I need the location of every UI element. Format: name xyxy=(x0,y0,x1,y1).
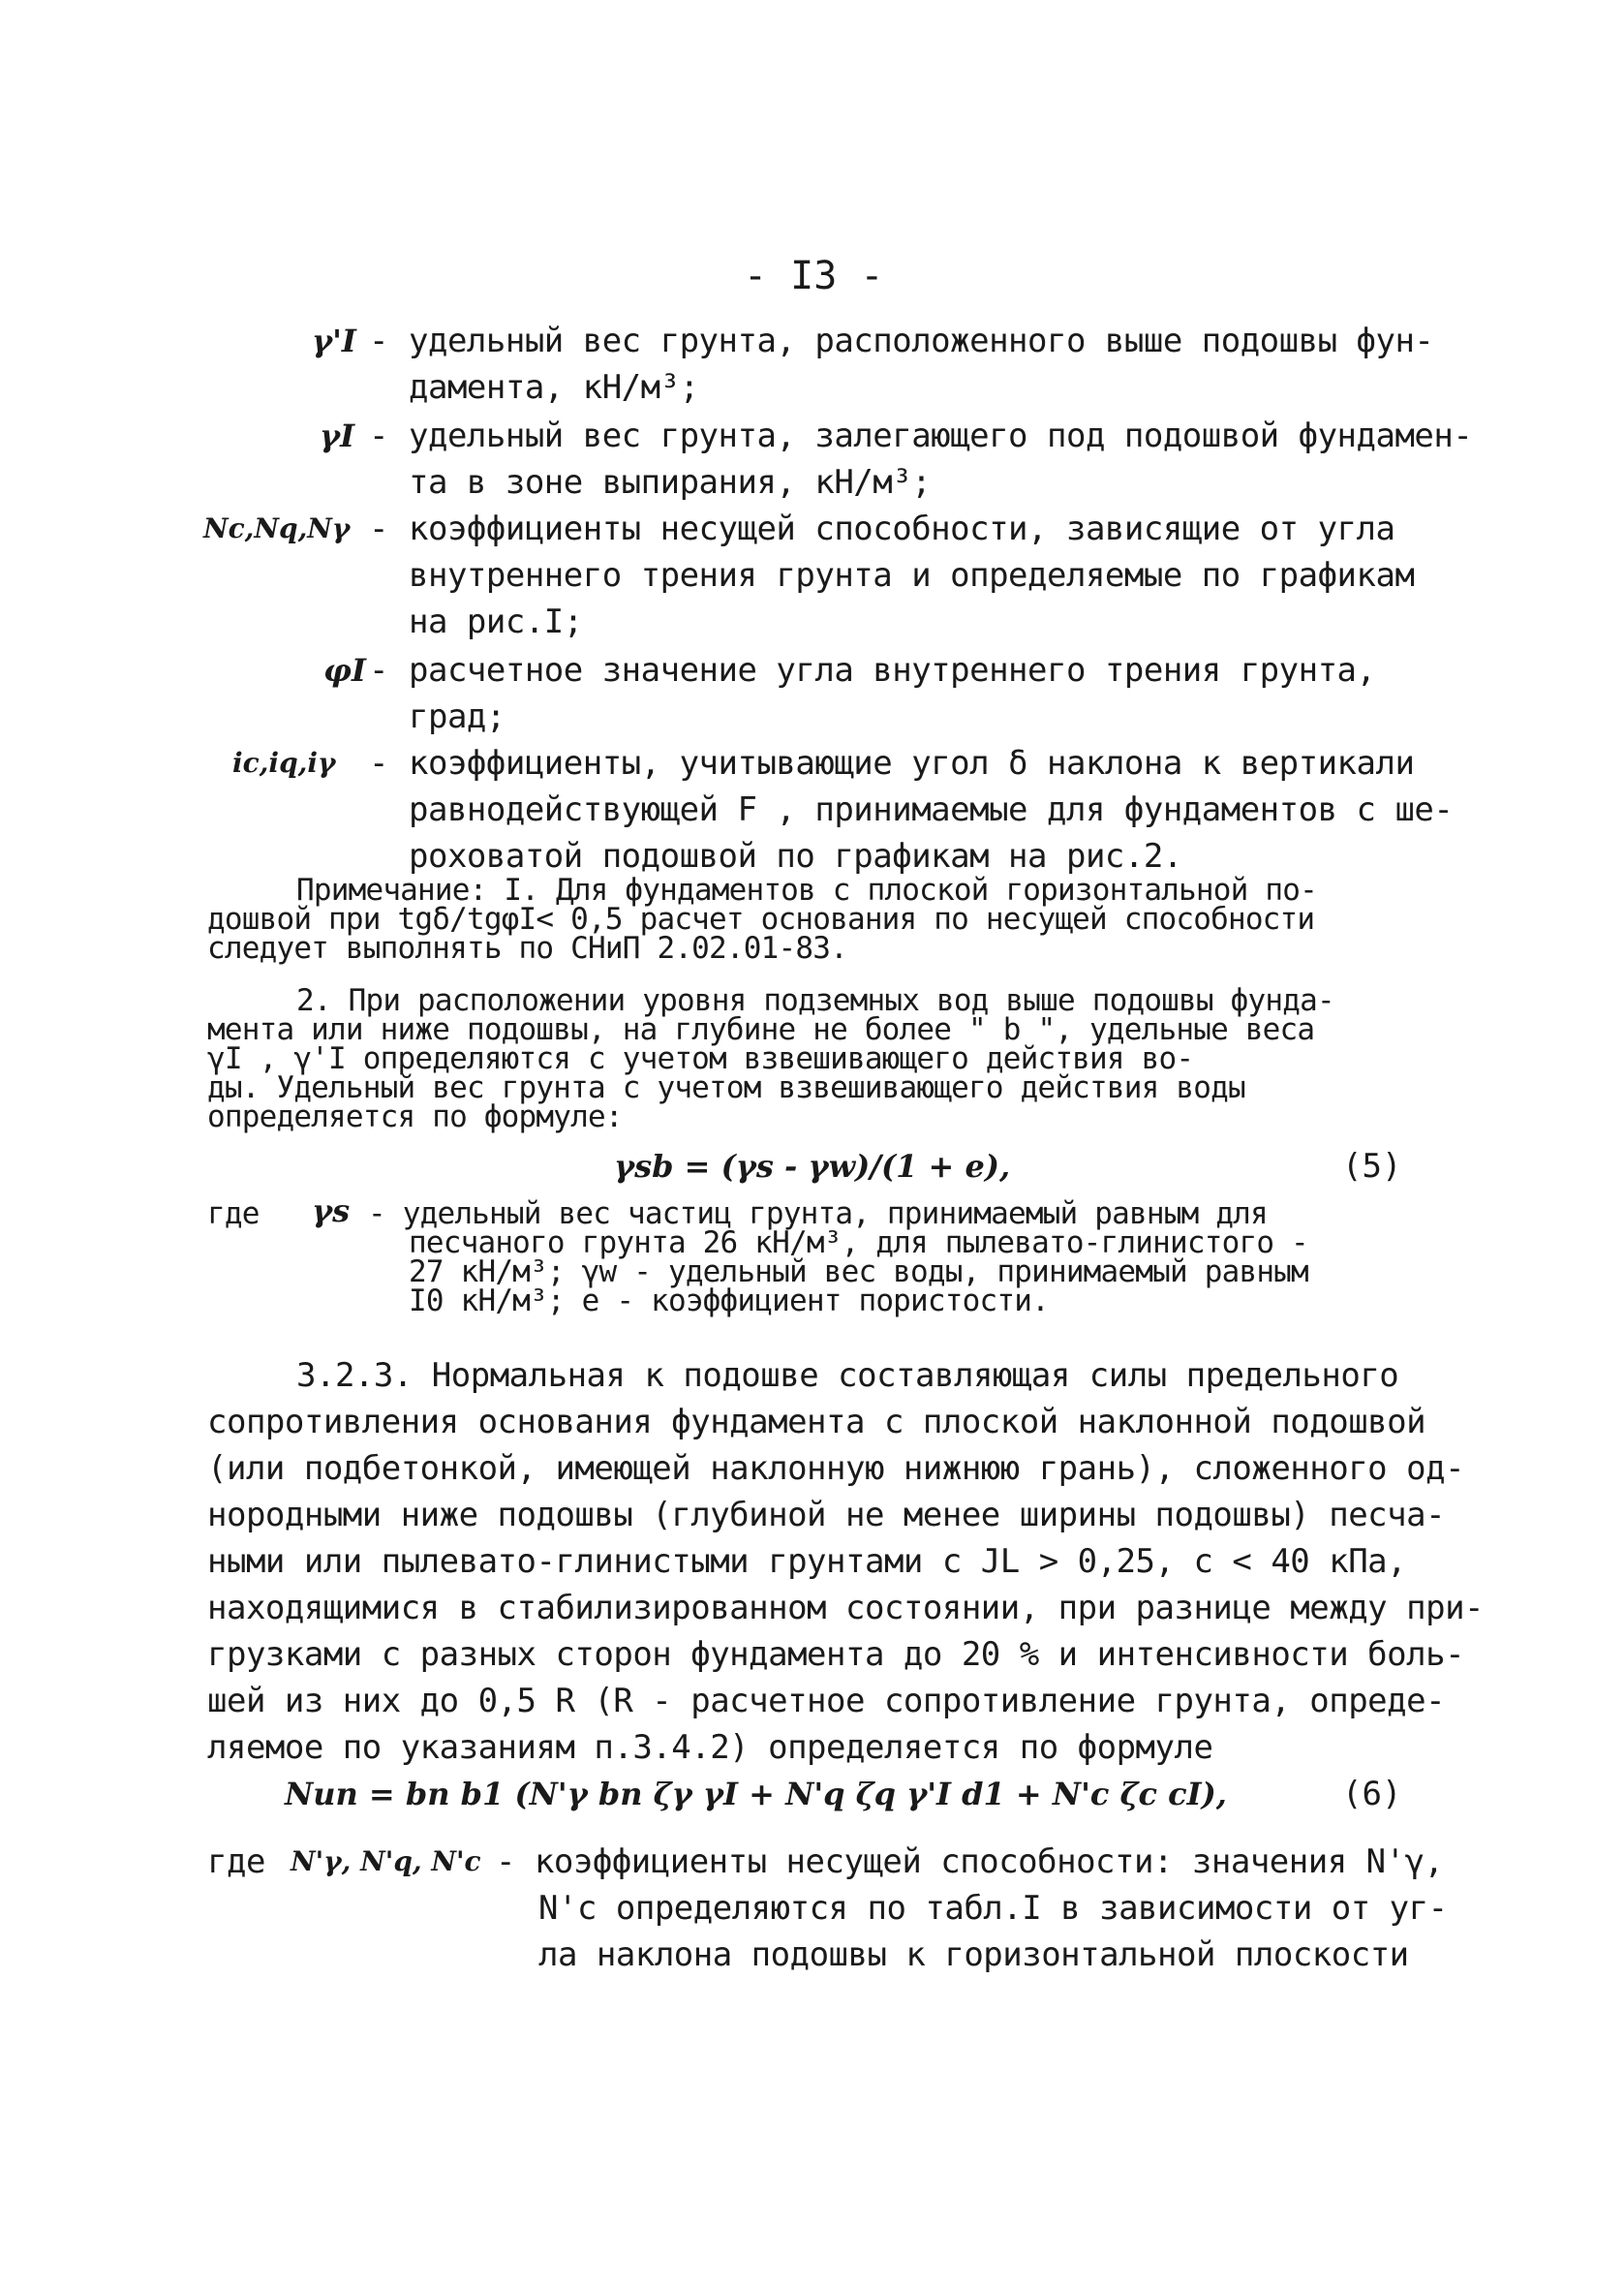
def-dash: - xyxy=(369,744,388,783)
formula-6-number: (6) xyxy=(1342,1775,1402,1813)
where-line: 27 кН/м³; γw - удельный вес воды, принимаемый равным xyxy=(409,1254,1308,1289)
section-line: сопротивления основания фундамента с плоской наклонной подошвой xyxy=(207,1403,1426,1441)
formula-6: Nun = bn b1 (N'γ bn ζγ γI + N'q ζq γ'I d1 + N'c ζc cI), xyxy=(285,1776,1227,1812)
section-line: нородными ниже подошвы (глубиной не менее ширины подошвы) песча- xyxy=(207,1496,1446,1534)
def-line: равнодействующей F , принимаемые для фундаментов с ше- xyxy=(409,790,1454,829)
where-line: N'c определяются по табл.I в зависимости от уг- xyxy=(538,1889,1448,1928)
note-line: дошвой при tgδ/tgφI< 0,5 расчет основания по несущей способности xyxy=(207,902,1315,937)
where-symbol-gamma-s: γs xyxy=(312,1192,351,1229)
section-line: грузками с разных сторон фундамента до 20 % и интенсивности боль- xyxy=(207,1635,1465,1674)
where-line: песчаного грунта 26 кН/м³, для пылевато-глинистого - xyxy=(409,1225,1308,1260)
def-line: коэффициенты несущей способности, зависящие от угла xyxy=(409,510,1395,548)
def-line: удельный вес грунта, залегающего под подошвой фундамен- xyxy=(409,417,1473,455)
page-number: - I3 - xyxy=(744,254,884,298)
note-line: ды. Удельный вес грунта с учетом взвешивающего действия воды xyxy=(207,1070,1245,1105)
def-line: коэффициенты, учитывающие угол δ наклона к вертикали xyxy=(409,744,1415,783)
where-label: где xyxy=(207,1842,265,1881)
def-dash: - xyxy=(369,322,388,360)
where-label: где xyxy=(207,1196,260,1231)
where-line: ла наклона подошвы к горизонтальной плоскости xyxy=(538,1935,1409,1974)
def-symbol-gamma: γI xyxy=(320,418,355,454)
def-line: внутреннего трения грунта и определяемые по графикам xyxy=(409,556,1415,595)
def-line: расчетное значение угла внутреннего трения грунта, xyxy=(409,651,1376,690)
note-line: 2. При расположении уровня подземных вод выше подошвы фунда- xyxy=(296,983,1334,1018)
note-line: γI , γ'I определяются с учетом взвешивающего действия во- xyxy=(207,1041,1194,1076)
section-line: ными или пылевато-глинистыми грунтами с JL > 0,25, c < 40 кПа, xyxy=(207,1542,1407,1581)
section-line: ляемое по указаниям п.3.4.2) определяется по формуле xyxy=(207,1728,1213,1767)
section-line: 3.2.3. Нормальная к подошве составляющая силы предельного xyxy=(296,1356,1399,1395)
note-line: мента или ниже подошвы, на глубине не более " b ", удельные веса xyxy=(207,1012,1315,1047)
section-line: шей из них до 0,5 R (R - расчетное сопротивление грунта, опреде- xyxy=(207,1682,1446,1720)
def-line: роховатой подошвой по графикам на рис.2. xyxy=(409,837,1182,876)
where-line: - удельный вес частиц грунта, принимаемый равным для xyxy=(368,1196,1268,1231)
section-line: находящимися в стабилизированном состоянии, при разнице между при- xyxy=(207,1589,1485,1627)
note-line: определяется по формуле: xyxy=(207,1099,623,1134)
def-line: та в зоне выпирания, кН/м³; xyxy=(409,463,932,502)
def-symbol-n-coefficients: Nc,Nq,Nγ xyxy=(203,512,351,544)
def-dash: - xyxy=(369,510,388,548)
def-dash: - xyxy=(369,651,388,690)
def-symbol-i-coefficients: ic,iq,iγ xyxy=(232,747,336,779)
where-symbol-n-prime: N'γ, N'q, N'c xyxy=(291,1845,481,1877)
def-line: град; xyxy=(409,697,506,736)
def-line: удельный вес грунта, расположенного выше подошвы фун- xyxy=(409,322,1434,360)
formula-5: γsb = (γs - γw)/(1 + e), xyxy=(614,1148,1011,1185)
note-line: следует выполнять по СНиП 2.02.01-83. xyxy=(207,931,847,966)
def-symbol-phi: φI xyxy=(323,652,366,689)
where-line: I0 кН/м³; e - коэффициент пористости. xyxy=(409,1284,1049,1318)
def-symbol-gamma-prime: γ'I xyxy=(312,323,356,359)
def-line: дамента, кН/м³; xyxy=(409,368,699,407)
section-line: (или подбетонкой, имеющей наклонную нижнюю грань), сложенного од- xyxy=(207,1449,1465,1488)
formula-5-number: (5) xyxy=(1342,1147,1402,1186)
def-dash: - xyxy=(369,417,388,455)
note-line: Примечание: I. Для фундаментов с плоской горизонтальной по- xyxy=(296,873,1317,908)
def-line: на рис.I; xyxy=(409,603,583,641)
where-line: - коэффициенты несущей способности: значения N'γ, xyxy=(496,1842,1444,1881)
